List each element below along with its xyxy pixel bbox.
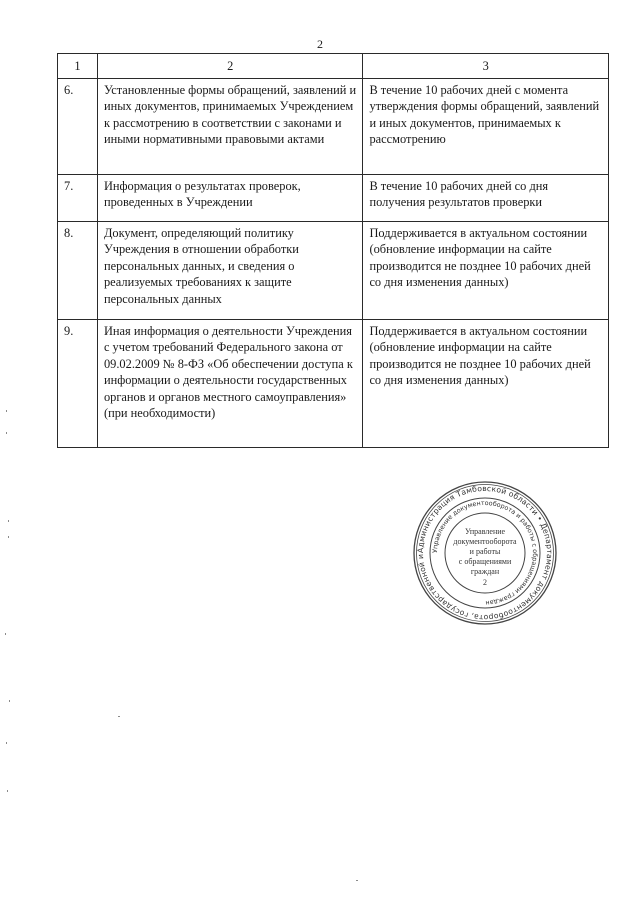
- row-number: 7.: [58, 175, 98, 222]
- info-table: [57, 53, 609, 448]
- seal-graphic: [412, 480, 558, 626]
- row-number: 8.: [58, 222, 98, 320]
- table-row: [58, 222, 609, 320]
- scan-speck: [9, 700, 10, 702]
- row-info-term: В течение 10 рабочих дней со дня получения результатов проверки: [363, 175, 609, 222]
- page-number: 2: [317, 37, 323, 51]
- scan-speck: [6, 742, 7, 744]
- row-info-name: Документ, определяющий политику Учреждения в отношении обработки персональных данных, и сведения о реализуемых требованиях к защите персональных данных: [97, 222, 363, 320]
- scan-speck: [7, 790, 8, 792]
- row-info-name: Иная информация о деятельности Учреждения с учетом требований Федерального закона от 09.02.2009 № 8-ФЗ «Об обеспечении доступа к информации о деятельности государственных органов и органов местного самоуправления» (при необходимости): [97, 320, 363, 448]
- table-row: [58, 175, 609, 222]
- scan-speck: [8, 536, 9, 538]
- scan-speck: [6, 410, 7, 412]
- scan-speck: [8, 520, 9, 522]
- row-info-name: Установленные формы обращений, заявлений и иных документов, принимаемых Учреждением к рассмотрению в соответствии с законами и иными нормативными правовыми актами: [97, 79, 363, 175]
- seal-center-line: Управление: [464, 527, 506, 536]
- scan-speck: [5, 633, 6, 635]
- scan-speck: [118, 716, 120, 717]
- table-row: [58, 79, 609, 175]
- row-info-name: Информация о результатах проверок, проведенных в Учреждении: [97, 175, 363, 222]
- column-header: 2: [97, 54, 363, 79]
- row-number: 6.: [58, 79, 98, 175]
- seal-center-line: с обращениями: [458, 557, 512, 566]
- seal-center-number: 2: [483, 578, 487, 587]
- seal-center-line: документооборота: [453, 537, 517, 546]
- row-info-term: Поддерживается в актуальном состоянии (обновление информации на сайте производится не позднее 10 рабочих дней со дня изменения данных): [363, 222, 609, 320]
- seal-outer-text: Администрация Тамбовской области • Департамент документооборота, государственной и: [415, 483, 555, 623]
- seal-center-line: граждан: [470, 567, 500, 576]
- row-info-term: Поддерживается в актуальном состоянии (обновление информации на сайте производится не позднее 10 рабочих дней со дня изменения данных): [363, 320, 609, 448]
- table-row: [58, 320, 609, 448]
- column-header: 1: [58, 54, 98, 79]
- row-number: 9.: [58, 320, 98, 448]
- seal-center-line: и работы: [469, 547, 501, 556]
- seal-inner-text: Управление документооборота и работы с обращениями граждан: [430, 498, 540, 608]
- official-seal: [412, 480, 558, 626]
- table-header-row: [58, 54, 609, 79]
- row-info-term: В течение 10 рабочих дней с момента утверждения формы обращений, заявлений и иных документов, принимаемых к рассмотрению: [363, 79, 609, 175]
- column-header: 3: [363, 54, 609, 79]
- scan-speck: [6, 432, 7, 434]
- scan-speck: [356, 880, 358, 881]
